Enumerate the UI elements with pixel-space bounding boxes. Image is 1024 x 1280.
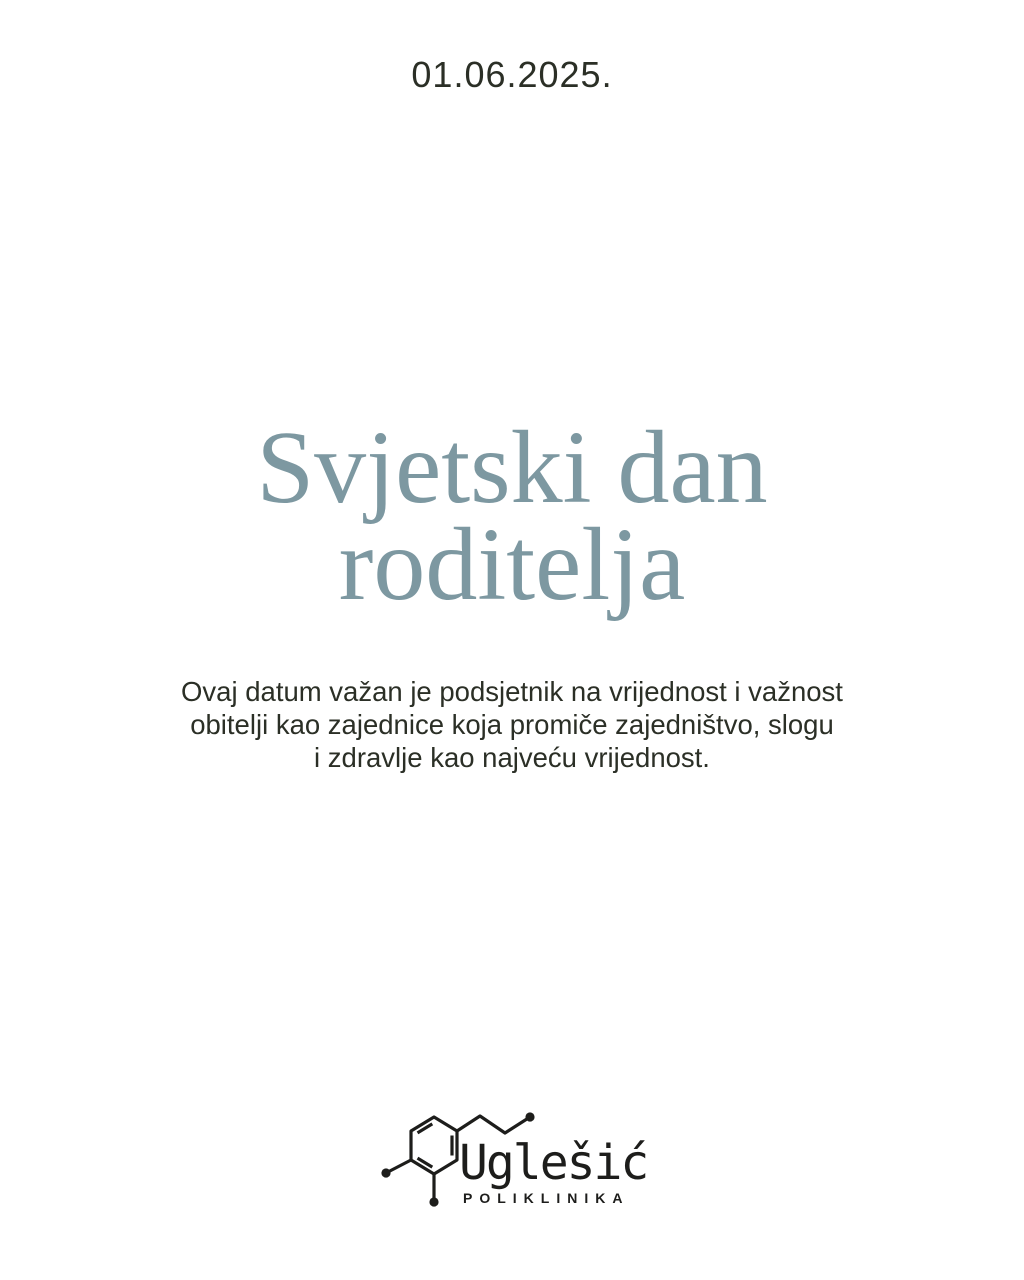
benzene-ring xyxy=(411,1117,457,1174)
brand-name: Uglešić xyxy=(459,1135,648,1191)
title-line-1: Svjetski dan xyxy=(256,410,768,525)
date-text: 01.06.2025. xyxy=(411,54,613,95)
paragraph-line-3: i zdravlje kao najveću vrijednost. xyxy=(314,742,710,773)
brand-logo xyxy=(372,1095,662,1225)
title-line-2: roditelja xyxy=(338,506,686,622)
paragraph-line-1: Ovaj datum važan je podsjetnik na vrijednost i važnost xyxy=(181,676,843,707)
body-paragraph xyxy=(0,675,1024,774)
page-title xyxy=(0,410,1024,622)
paragraph-line-2: obitelji kao zajednice koja promiče zajedništvo, slogu xyxy=(190,709,834,740)
brand-subtitle: POLIKLINIKA xyxy=(463,1190,630,1206)
